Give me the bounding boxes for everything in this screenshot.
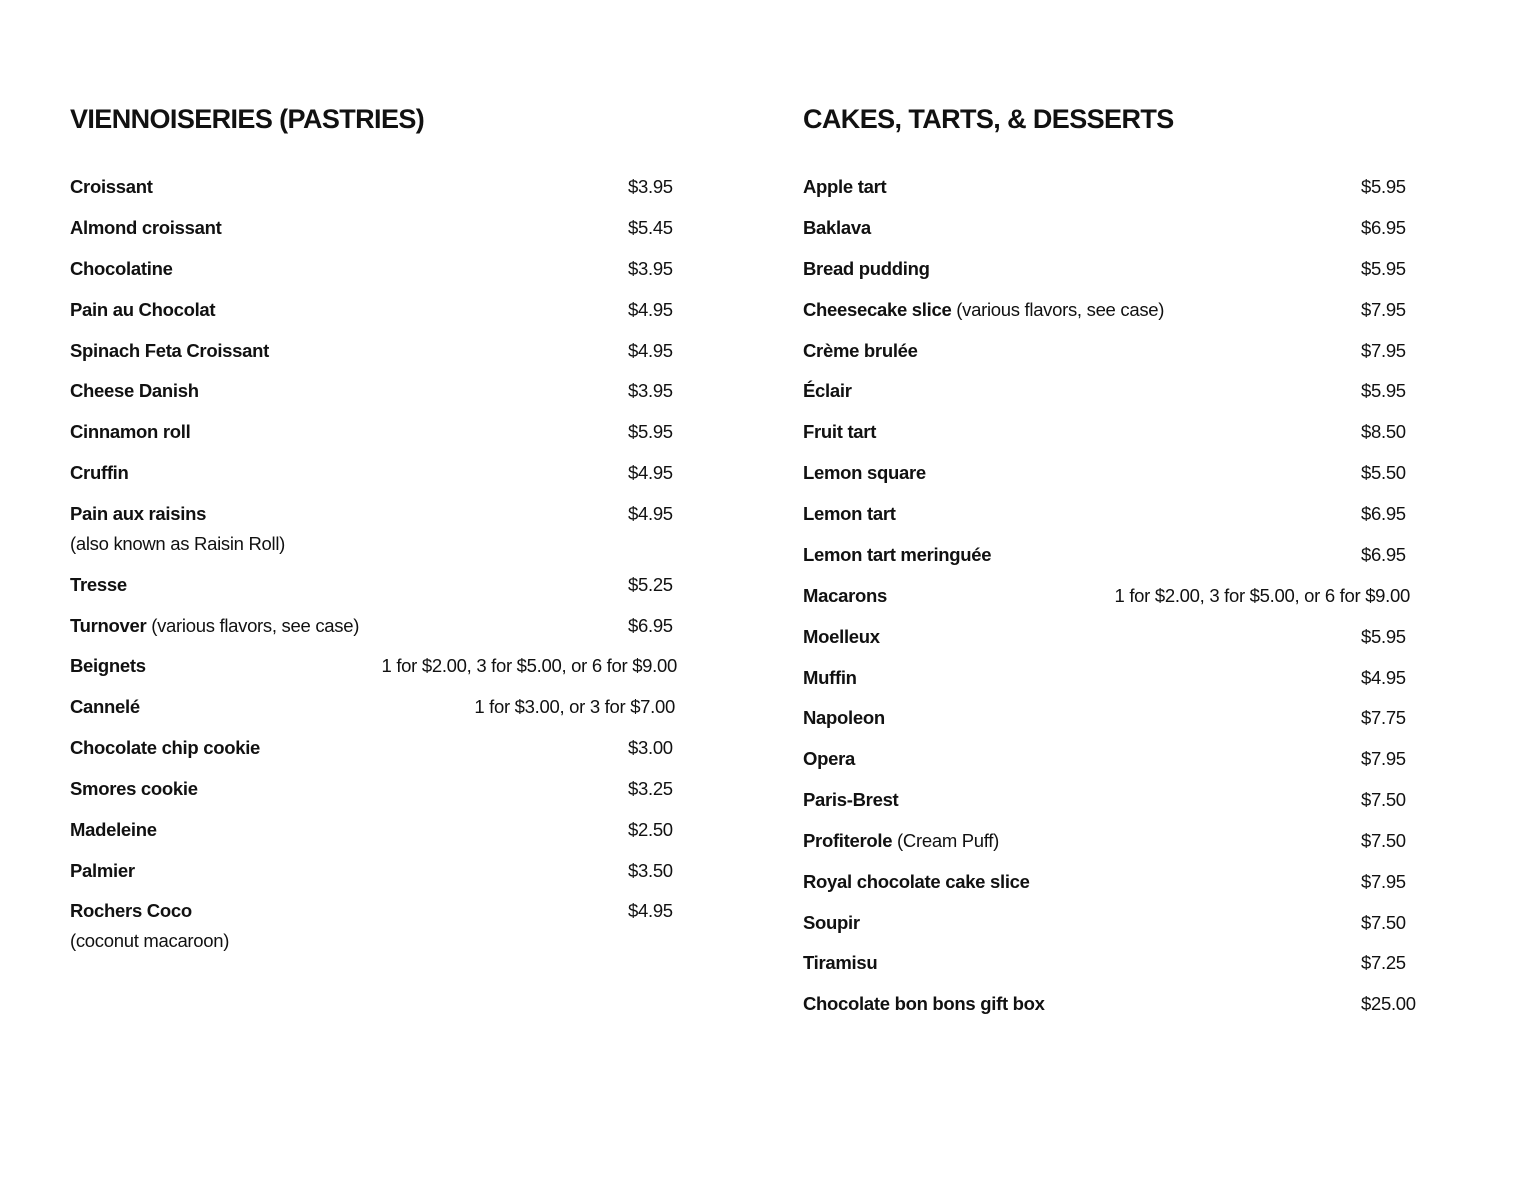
item-price: $6.95: [1361, 503, 1406, 524]
menu-item: [70, 338, 677, 364]
item-name: Crème brulée: [803, 340, 918, 361]
item-price: $5.95: [1361, 258, 1406, 279]
item-name: Madeleine: [70, 819, 157, 840]
item-name: Tiramisu: [803, 952, 878, 973]
menu-item: [70, 378, 677, 404]
menu-item: [803, 665, 1410, 691]
item-price: $25.00: [1361, 993, 1416, 1014]
item-price: $6.95: [1361, 217, 1406, 238]
item-name: [70, 613, 359, 639]
item-subtitle: (coconut macaroon): [70, 930, 230, 951]
item-price: 1 for $2.00, 3 for $5.00, or 6 for $9.00: [1114, 585, 1410, 606]
item-price: $7.75: [1361, 707, 1406, 728]
item-note: (various flavors, see case): [146, 615, 360, 636]
item-price: $4.95: [1361, 667, 1406, 688]
menu-item: [70, 653, 677, 679]
menu-item: [803, 174, 1410, 200]
menu-item: [70, 256, 677, 282]
item-name: Palmier: [70, 860, 135, 881]
item-name: Lemon square: [803, 462, 926, 483]
item-name: Muffin: [803, 667, 857, 688]
item-name: Cruffin: [70, 462, 129, 483]
menu-item: [803, 869, 1410, 895]
item-price: $6.95: [1361, 544, 1406, 565]
menu-item: [803, 828, 1410, 854]
menu-item: [70, 694, 677, 720]
item-name: Royal chocolate cake slice: [803, 871, 1030, 892]
item-price: $4.95: [628, 462, 673, 483]
item-name: Lemon tart: [803, 503, 896, 524]
item-price: $3.25: [628, 778, 673, 799]
item-name: Chocolatine: [70, 258, 173, 279]
item-name: Lemon tart meringuée: [803, 544, 992, 565]
menu-item: [803, 419, 1410, 445]
item-price: $5.95: [1361, 380, 1406, 401]
item-price: $3.95: [628, 380, 673, 401]
menu-item: [803, 950, 1410, 976]
item-price: $5.95: [1361, 626, 1406, 647]
menu-item: [70, 898, 677, 951]
item-name: Chocolate bon bons gift box: [803, 993, 1045, 1014]
menu-item: [70, 419, 677, 445]
item-price: $7.50: [1361, 789, 1406, 810]
item-price: $7.95: [1361, 748, 1406, 769]
item-name: Smores cookie: [70, 778, 198, 799]
item-name: Pain au Chocolat: [70, 299, 216, 320]
menu-item: [803, 705, 1410, 731]
menu-item: [70, 572, 677, 598]
menu-item: [70, 776, 677, 802]
item-price: $7.25: [1361, 952, 1406, 973]
item-price: 1 for $2.00, 3 for $5.00, or 6 for $9.00: [381, 655, 677, 676]
item-name: Soupir: [803, 912, 860, 933]
item-price: $8.50: [1361, 421, 1406, 442]
item-price: $4.95: [628, 503, 673, 524]
item-price: $3.50: [628, 860, 673, 881]
menu-item: [803, 297, 1410, 323]
item-price: $3.95: [628, 176, 673, 197]
menu-item: [70, 501, 677, 554]
menu-item: [70, 297, 677, 323]
item-subtitle: (also known as Raisin Roll): [70, 533, 286, 554]
menu-item: [803, 542, 1410, 568]
item-name: Chocolate chip cookie: [70, 737, 261, 758]
item-name: [803, 297, 1164, 323]
item-name: [803, 828, 999, 854]
item-name: Moelleux: [803, 626, 880, 647]
item-price: 1 for $3.00, or 3 for $7.00: [474, 696, 675, 717]
item-price: $7.95: [1361, 340, 1406, 361]
menu-item: [803, 501, 1410, 527]
item-price: $3.00: [628, 737, 673, 758]
item-price: $5.25: [628, 574, 673, 595]
menu-item: [70, 817, 677, 843]
item-name: Beignets: [70, 655, 146, 676]
menu-item: [70, 174, 677, 200]
menu-item: [70, 735, 677, 761]
menu-item: [803, 624, 1410, 650]
item-name: Napoleon: [803, 707, 885, 728]
item-name: Almond croissant: [70, 217, 222, 238]
item-name: Pain aux raisins: [70, 503, 207, 524]
item-name: Rochers Coco: [70, 900, 192, 921]
menu-item: [803, 378, 1410, 404]
item-name: Cheese Danish: [70, 380, 199, 401]
item-name: Macarons: [803, 585, 887, 606]
item-price: $5.45: [628, 217, 673, 238]
menu-item: [803, 787, 1410, 813]
item-price: $7.50: [1361, 912, 1406, 933]
item-price: $4.95: [628, 900, 673, 921]
menu-item: [803, 910, 1410, 936]
menu-item: [70, 858, 677, 884]
menu-item: [803, 256, 1410, 282]
item-name: Apple tart: [803, 176, 887, 197]
item-name: Croissant: [70, 176, 153, 197]
item-name-text: Cheesecake slice: [803, 299, 952, 320]
item-price: $7.50: [1361, 830, 1406, 851]
item-price: $7.95: [1361, 871, 1406, 892]
item-price: $7.95: [1361, 299, 1406, 320]
menu-item: [70, 215, 677, 241]
menu-item: [803, 215, 1410, 241]
section-title: CAKES, TARTS, & DESSERTS: [803, 104, 1174, 134]
menu-item: [803, 583, 1410, 609]
item-price: $5.95: [628, 421, 673, 442]
item-price: $4.95: [628, 299, 673, 320]
item-price: $6.95: [628, 615, 673, 636]
item-price: $5.50: [1361, 462, 1406, 483]
item-note: (Cream Puff): [892, 830, 1000, 851]
item-price: $5.95: [1361, 176, 1406, 197]
item-price: $4.95: [628, 340, 673, 361]
menu-item: [803, 746, 1410, 772]
item-name: Éclair: [803, 380, 852, 401]
item-note: (various flavors, see case): [951, 299, 1165, 320]
menu-item: [803, 338, 1410, 364]
item-name: Opera: [803, 748, 855, 769]
item-name: Tresse: [70, 574, 127, 595]
section-title: VIENNOISERIES (PASTRIES): [70, 104, 425, 134]
item-name: Baklava: [803, 217, 871, 238]
item-name-text: Turnover: [70, 615, 147, 636]
menu-item: [70, 460, 677, 486]
item-name: Bread pudding: [803, 258, 930, 279]
item-name: Paris-Brest: [803, 789, 899, 810]
menu-item: [803, 991, 1416, 1017]
item-name: Spinach Feta Croissant: [70, 340, 270, 361]
item-price: $2.50: [628, 819, 673, 840]
menu-item: [70, 613, 677, 639]
item-name: Cannelé: [70, 696, 140, 717]
item-name: Cinnamon roll: [70, 421, 191, 442]
item-name-text: Profiterole: [803, 830, 893, 851]
item-name: Fruit tart: [803, 421, 877, 442]
menu-item: [803, 460, 1410, 486]
item-price: $3.95: [628, 258, 673, 279]
